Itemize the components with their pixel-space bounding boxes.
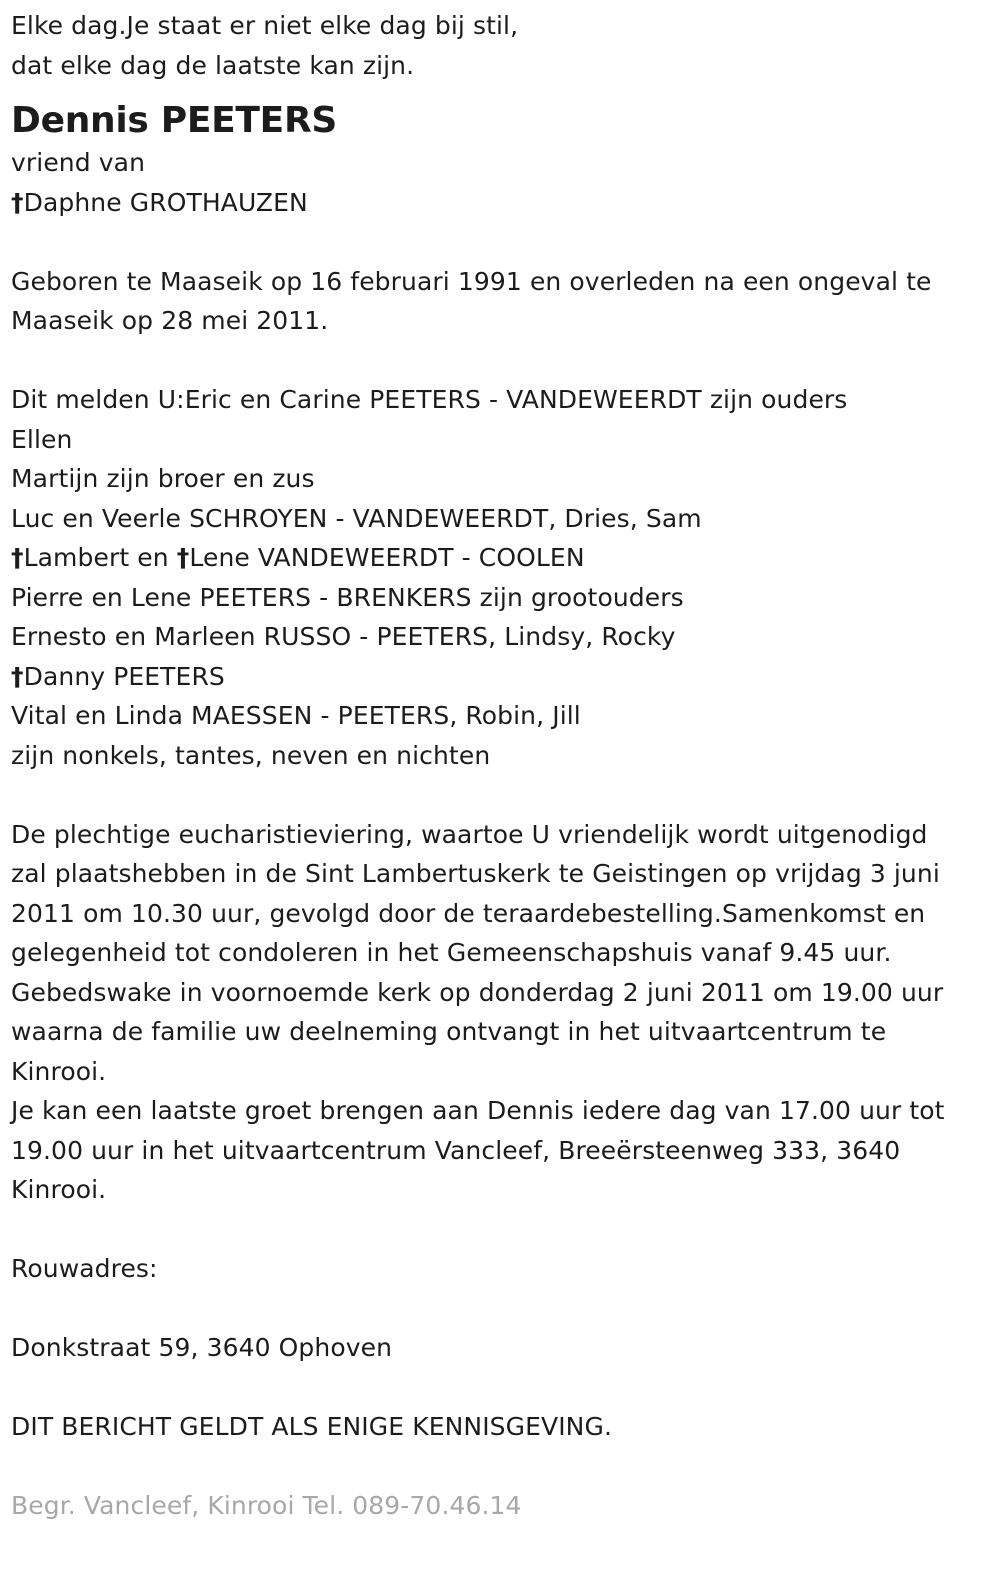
intro-line-2: dat elke dag de laatste kan zijn. (11, 50, 415, 80)
family-line-maessen: Vital en Linda MAESSEN - PEETERS, Robin, Jill (11, 701, 581, 730)
ceremony-line-6: waarna de familie uw deelneming ontvangt in het uitvaartcentrum te (11, 1017, 887, 1046)
family-line-vandeweerdt-grandparents (11, 538, 991, 578)
family-line-danny (11, 657, 991, 697)
notice-text: DIT BERICHT GELDT ALS ENIGE KENNISGEVING. (11, 1412, 612, 1441)
grandparent-lambert: Lambert en (23, 543, 177, 572)
danny-name: Danny PEETERS (23, 661, 225, 691)
grandparent-lene: Lene VANDEWEERDT - COOLEN (189, 543, 585, 572)
cross-icon: † (11, 543, 24, 572)
ceremony-line-7: Kinrooi. (11, 1056, 107, 1086)
cross-icon: † (176, 543, 190, 572)
ceremony-line-1: De plechtige eucharistieviering, waartoe U vriendelijk wordt uitgenodigd (11, 819, 928, 849)
ceremony-line-3: 2011 om 10.30 uur, gevolgd door de teraardebestelling.Samenkomst en (11, 898, 926, 928)
funeral-director-footer: Begr. Vancleef, Kinrooi Tel. 089-70.46.14 (11, 1491, 522, 1520)
intro-line-1: Elke dag.Je staat er niet elke dag bij stil, (11, 11, 519, 40)
address-label: Rouwadres: (11, 1254, 158, 1283)
partner-name: Daphne GROTHAUZEN (23, 187, 308, 217)
birth-death-line-2: Maaseik op 28 mei 2011. (11, 306, 329, 335)
ceremony-line-10: Kinrooi. (11, 1175, 107, 1204)
family-line-sister: Ellen (11, 424, 73, 454)
deceased-name: Dennis PEETERS (11, 100, 338, 141)
family-line-russo: Ernesto en Marleen RUSSO - PEETERS, Lindsy, Rocky (11, 622, 676, 651)
cross-icon: † (11, 187, 24, 217)
family-line-relatives: zijn nonkels, tantes, neven en nichten (11, 740, 491, 770)
ceremony-line-9: 19.00 uur in het uitvaartcentrum Vancleef, Breeërsteenweg 333, 3640 (11, 1135, 901, 1165)
ceremony-line-2: zal plaatshebben in de Sint Lambertuskerk te Geistingen op vrijdag 3 juni (11, 859, 940, 888)
ceremony-line-8: Je kan een laatste groet brengen aan Dennis iedere dag van 17.00 uur tot (11, 1096, 945, 1125)
partner-line (11, 183, 991, 223)
relation-text: vriend van (11, 148, 146, 177)
family-line-peeters-grandparents: Pierre en Lene PEETERS - BRENKERS zijn grootouders (11, 582, 684, 612)
ceremony-line-5: Gebedswake in voornoemde kerk op donderdag 2 juni 2011 om 19.00 uur (11, 977, 944, 1007)
address-text: Donkstraat 59, 3640 Ophoven (11, 1333, 393, 1362)
family-line-brother: Martijn zijn broer en zus (11, 464, 315, 493)
family-line-schroyen: Luc en Veerle SCHROYEN - VANDEWEERDT, Dries, Sam (11, 503, 702, 533)
cross-icon: † (11, 661, 24, 691)
family-line-parents: Dit melden U:Eric en Carine PEETERS - VANDEWEERDT zijn ouders (11, 385, 848, 414)
obituary-document (11, 6, 991, 1526)
ceremony-line-4: gelegenheid tot condoleren in het Gemeenschapshuis vanaf 9.45 uur. (11, 938, 892, 967)
birth-death-line-1: Geboren te Maaseik op 16 februari 1991 en overleden na een ongeval te (11, 266, 932, 296)
